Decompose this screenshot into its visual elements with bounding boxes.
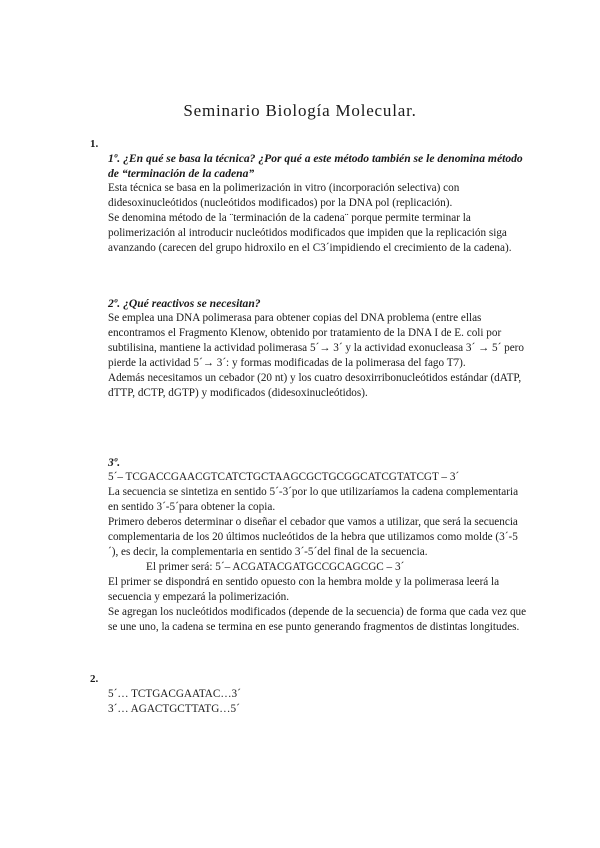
- question-1-paragraph-1: Esta técnica se basa en la polimerización in vitro (incorporación selectiva) con didesoxinucleótidos (nucleótidos modificados) por la DNA pol (replicación).: [108, 182, 460, 209]
- dna-sequence: 5´– TCGACCGAACGTCATCTGCTAAGCGCTGCGGCATCGTATCGT – 3´: [108, 471, 460, 483]
- question-3-paragraph-1: La secuencia se sintetiza en sentido 5´-3´por lo que utilizaríamos la cadena complementaria en sentido 3´-5´para obtener la copia.: [108, 486, 519, 513]
- question-3-heading: 3º.: [108, 456, 121, 469]
- question-3-paragraph-3: El primer se dispondrá en sentido opuesto con la hembra molde y la polimerasa leerá la secuencia y empezará la polimerización.: [108, 576, 500, 603]
- question-2-block: [108, 296, 528, 401]
- question-1-paragraph-2: Se denomina método de la ¨terminación de la cadena¨ porque permite terminar la polimerización al introducir nucleótidos modificados que impiden que la replicación siga avanzando (carecen del grupo hidroxilo en el C3´impidiendo el crecimiento de la cadena).: [108, 212, 512, 254]
- question-1-block: [108, 151, 528, 256]
- question-2-heading: 2º. ¿Qué reactivos se necesitan?: [108, 297, 261, 310]
- question-3-paragraph-2: Primero deberos determinar o diseñar el cebador que vamos a utilizar, que será la secuencia complementaria de los 20 últimos nucleótidos de la hebra que utilizamos como molde (3´-5´), es decir, la complementaria en sentido 3´-5´del final de la secuencia.: [108, 516, 518, 558]
- section-2-block: [108, 687, 528, 717]
- section-2-number: 2.: [90, 673, 99, 685]
- question-2-paragraph-1: Se emplea una DNA polimerasa para obtener copias del DNA problema (entre ellas encontramos el Fragmento Klenow, obtenido por tratamiento de la DNA I de E. coli por subtilisina, mantiene la actividad polimerasa 5´→ 3´ y la actividad exonucleasa 3´ → 5´ pero pierde la actividad 5´→ 3´: y formas modificadas de la polimerasa del fago T7).: [108, 312, 524, 369]
- primer-line: El primer será: 5´– ACGATACGATGCCGCAGCGC – 3´: [146, 561, 405, 573]
- question-1-heading: 1º. ¿En qué se basa la técnica? ¿Por qué a este método también se le denomina método de “terminación de la cadena”: [108, 152, 523, 180]
- sequence-strand-1: 5´… TCTGACGAATAC…3´: [108, 688, 241, 700]
- page-title: Seminario Biología Molecular.: [183, 101, 417, 120]
- question-2-paragraph-2: Además necesitamos un cebador (20 nt) y los cuatro desoxirribonucleótidos estándar (dATP, dTTP, dCTP, dGTP) y modificados (didesoxinucleótidos).: [108, 372, 522, 399]
- question-3-block: [108, 455, 528, 635]
- section-1-number: 1.: [90, 138, 99, 150]
- sequence-strand-2: 3´… AGACTGCTTATG…5´: [108, 703, 240, 715]
- question-3-paragraph-4: Se agregan los nucleótidos modificados (depende de la secuencia) de forma que cada vez que se une uno, la cadena se termina en ese punto generando fragmentos de distintas longitudes.: [108, 606, 527, 633]
